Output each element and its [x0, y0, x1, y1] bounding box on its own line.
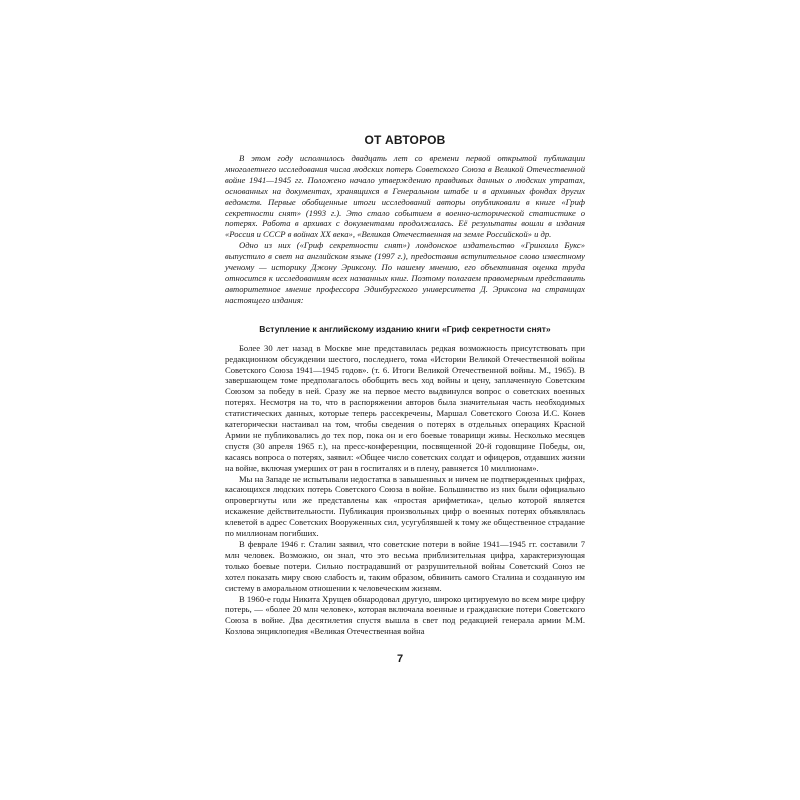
body-paragraph: В 1960-е годы Никита Хрущев обнародовал другую, широко цитируемую во всем мире цифру потерь, — «более 20 млн человек», которая включала военные и гражданские потери Советского Союза в войне. Два десятилетия спустя вышла в свет под редакцией генерала армии М.М. Козлова энциклопедия «Великая Отечественная война — [225, 593, 585, 637]
preface — [225, 153, 585, 306]
section-heading: Вступление к английскому изданию книги «Гриф секретности снят» — [259, 323, 551, 334]
body-paragraph: Мы на Западе не испытывали недостатка в завышенных и ничем не подтвержденных цифрах, касающихся людских потерь Советского Союза в войне. Большинство из них были официально опровергнуты или же представлены как «простая арифметика», целью которой является искажение действительности. Публикация произвольных цифр о военных потерях объявлялась клеветой в адрес Советских Вооруженных сил, усугублявшей к тому же общественное страдание по миллионам погибших. — [225, 473, 585, 539]
body-text — [225, 343, 585, 637]
preface-paragraph: В этом году исполнилось двадцать лет со времени первой открытой публикации многолетнего исследования числа людских потерь Советского Союза в Великой Отечественной войне 1941—1945 гг. Положено начало утверждению правдивых данных о людских утратах, основанных на документах, хранящихся в Генеральном штабе и в архивных фондах других ведомств. Первые обобщенные итоги исследований авторы опубликовали в книге «Гриф секретности снят» (1993 г.). Это стало событием в военно-исторической статистике о потерях. Работа в архивах с документами продолжалась. Её результаты вошли в издания «Россия и СССР в войнах XX века», «Великая Отечественная на земле Российской» и др. — [225, 153, 585, 240]
page-title: ОТ АВТОРОВ — [364, 133, 446, 147]
page-number: 7 — [396, 653, 404, 665]
page-content — [225, 133, 585, 637]
body-paragraph: Более 30 лет назад в Москве мне представилась редкая возможность присутствовать при редакционном обсуждении шестого, последнего, тома «Истории Великой Отечественной войны Советского Союза 1941—1945 годов». (т. 6. Итоги Великой Отечественной войны. М., 1965). В завершающем томе предполагалось обобщить весь ход войны и цену, заплаченную Советским Союзом за победу в ней. Сразу же на первое место выдвинулся вопрос о советских военных потерях. Несмотря на то, что в распоряжении авторов была значительная часть необходимых статистических данных, которые теперь рассекречены, Маршал Советского Союза И.С. Конев категорически настаивал на том, чтобы сведения о потерях в отдельных операциях Красной Армии не публиковались до тех пор, пока он и его боевые товарищи живы. Несколько месяцев спустя (30 апреля 1965 г.), на пресс-конференции, посвященной 20-й годовщине Победы, он, касаясь вопроса о потерях, заявил: «Общее число советских солдат и офицеров, отдавших жизни на войне, включая умерших от ран в госпиталях и в плену, равняется 10 миллионам». — [225, 342, 585, 473]
preface-paragraph: Одно из них («Гриф секретности снят») лондонское издательство «Гринхилл Букс» выпустило в свет на английском языке (1997 г.), предоставив вступительное слово известному ученому — историку Джону Эриксону. По нашему мнению, его объективная оценка труда относится к исследованиям всех названных книг. Поэтому полагаем правомерным представить авторитетное мнение профессора Эдинбургского университета Д. Эриксона на страницах настоящего издания: — [225, 240, 585, 305]
body-paragraph: В феврале 1946 г. Сталин заявил, что советские потери в войне 1941—1945 гг. составили 7 млн человек. Возможно, он знал, что это весьма приблизительная цифра, характеризующая только боевые потери. Сильно пострадавший от разрушительной войны Советский Союз не хотел показать миру свою слабость и, таким образом, обвинить самого Сталина и созданную им систему в аморальном отношении к человеческим жизням. — [225, 539, 585, 593]
